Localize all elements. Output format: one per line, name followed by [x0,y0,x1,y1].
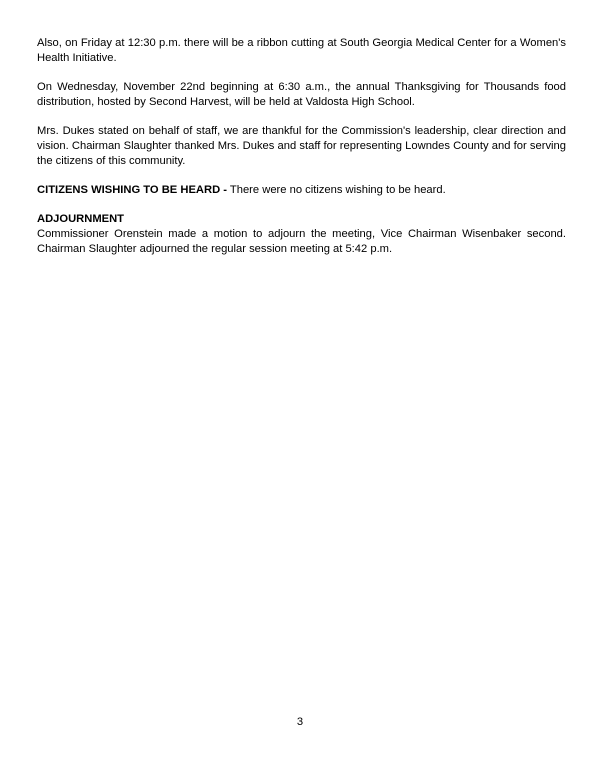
citizens-heading: CITIZENS WISHING TO BE HEARD - [37,184,227,196]
adjournment-text: Commissioner Orenstein made a motion to adjourn the meeting, Vice Chairman Wisenbaker second. Chairman Slaughter adjourned the regular session meeting at 5:42 p.m. [37,228,566,255]
citizens-text: There were no citizens wishing to be heard. [227,184,446,196]
adjournment-section [37,212,566,257]
document-body [37,36,566,257]
citizens-section [37,183,566,198]
paragraph-staff-thanks: Mrs. Dukes stated on behalf of staff, we are thankful for the Commission's leadership, clear direction and vision. Chairman Slaughter thanked Mrs. Dukes and staff for representing Lowndes County and for serving the citizens of this community. [37,125,566,167]
paragraph-ribbon-cutting: Also, on Friday at 12:30 p.m. there will be a ribbon cutting at South Georgia Medical Center for a Women's Health Initiative. [37,37,566,64]
adjournment-heading: ADJOURNMENT [37,213,125,225]
page-number: 3 [296,716,304,728]
paragraph-thanksgiving-distribution: On Wednesday, November 22nd beginning at 6:30 a.m., the annual Thanksgiving for Thousands food distribution, hosted by Second Harvest, will be held at Valdosta High School. [37,81,566,108]
